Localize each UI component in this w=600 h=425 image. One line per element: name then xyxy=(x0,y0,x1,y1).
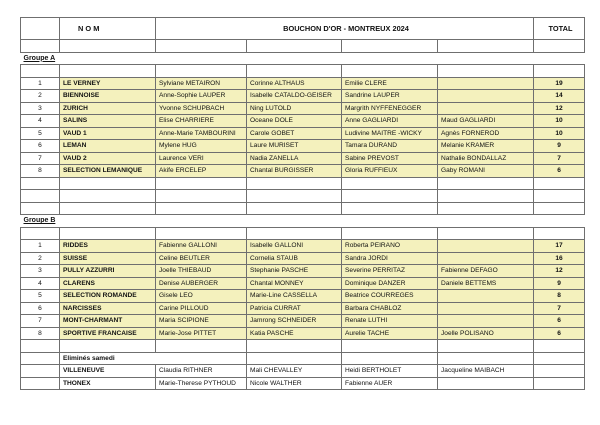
total-cell: 12 xyxy=(534,265,585,278)
player-name: Chantal BURGISSER xyxy=(247,165,342,178)
groupe-a-rows xyxy=(21,77,585,177)
player-name: Laurence VERI xyxy=(156,152,247,165)
player-name: Severine PERRITAZ xyxy=(342,265,438,278)
player-name: Anne GAGLIARDI xyxy=(342,115,438,128)
rank-cell: 5 xyxy=(21,127,60,140)
player-name: Marie-Jose PITTET xyxy=(156,327,247,340)
player-name: Renate LUTHI xyxy=(342,315,438,328)
player-name: Stephanie PASCHE xyxy=(247,265,342,278)
team-name: CLARENS xyxy=(60,277,156,290)
team-name: THONEX xyxy=(60,377,156,390)
total-cell: 7 xyxy=(534,152,585,165)
player-name: Heidi BERTHOLET xyxy=(342,365,438,378)
team-name: RIDDES xyxy=(60,240,156,253)
table-row xyxy=(21,252,585,265)
team-name: MONT-CHARMANT xyxy=(60,315,156,328)
rank-cell: 3 xyxy=(21,102,60,115)
team-name: SELECTION LEMANIQUE xyxy=(60,165,156,178)
player-name: Beatrice COURREGES xyxy=(342,290,438,303)
team-name: VAUD 2 xyxy=(60,152,156,165)
player-name: Agnès FORNEROD xyxy=(438,127,534,140)
team-name: BIENNOISE xyxy=(60,90,156,103)
team-name: NARCISSES xyxy=(60,302,156,315)
total-cell: 14 xyxy=(534,90,585,103)
total-header: TOTAL xyxy=(534,18,585,40)
total-cell: 6 xyxy=(534,165,585,178)
table-row xyxy=(21,140,585,153)
player-name: Margrith NYFFENEGGER xyxy=(342,102,438,115)
player-name: Nathalie BONDALLAZ xyxy=(438,152,534,165)
team-name: LE VERNEY xyxy=(60,77,156,90)
player-name: Claudia RITHNER xyxy=(156,365,247,378)
total-cell: 9 xyxy=(534,277,585,290)
table-row xyxy=(21,365,585,378)
page-title: BOUCHON D'OR - MONTREUX 2024 xyxy=(156,18,534,40)
player-name: Ludivine MAITRE -WICKY xyxy=(342,127,438,140)
spacer-row xyxy=(21,177,585,190)
team-name: VILLENEUVE xyxy=(60,365,156,378)
player-name: Cornelia STAUB xyxy=(247,252,342,265)
total-cell: 10 xyxy=(534,115,585,128)
elimines-heading xyxy=(21,352,585,365)
team-name: SELECTION ROMANDE xyxy=(60,290,156,303)
player-name: Mali CHEVALLEY xyxy=(247,365,342,378)
player-name: Nadia ZANELLA xyxy=(247,152,342,165)
player-name xyxy=(438,302,534,315)
player-name: Isabelle GALLONI xyxy=(247,240,342,253)
player-name xyxy=(438,90,534,103)
groupe-b-heading xyxy=(21,215,585,228)
rank-cell: 7 xyxy=(21,152,60,165)
spacer-row xyxy=(21,190,585,203)
spacer-row xyxy=(21,40,585,53)
team-name: PULLY AZZURRI xyxy=(60,265,156,278)
spacer-row xyxy=(21,227,585,240)
table-row xyxy=(21,165,585,178)
rank-cell: 8 xyxy=(21,327,60,340)
player-name: Marie-Line CASSELLA xyxy=(247,290,342,303)
table-row xyxy=(21,265,585,278)
total-cell: 19 xyxy=(534,77,585,90)
team-name: SALINS xyxy=(60,115,156,128)
player-name: Katia PASCHE xyxy=(247,327,342,340)
rank-cell: 3 xyxy=(21,265,60,278)
player-name: Akife ERCELEP xyxy=(156,165,247,178)
results-sheet xyxy=(20,17,584,417)
player-name: Mylene HUG xyxy=(156,140,247,153)
player-name: Sandra JORDI xyxy=(342,252,438,265)
player-name: Joelle THIEBAUD xyxy=(156,265,247,278)
groupe-b-rows xyxy=(21,240,585,340)
table-row xyxy=(21,152,585,165)
player-name: Sabine PREVOST xyxy=(342,152,438,165)
nom-header: N O M xyxy=(60,18,156,40)
spacer-row xyxy=(21,202,585,215)
table-row xyxy=(21,77,585,90)
player-name: Jamrong SCHNEIDER xyxy=(247,315,342,328)
total-cell: 16 xyxy=(534,252,585,265)
table-row xyxy=(21,290,585,303)
player-name: Maud GAGLIARDI xyxy=(438,115,534,128)
groupe-a-heading xyxy=(21,52,585,65)
table-row xyxy=(21,240,585,253)
player-name: Patricia CURRAT xyxy=(247,302,342,315)
player-name: Emilie CLERE xyxy=(342,77,438,90)
rank-cell xyxy=(21,365,60,378)
player-name: Carole GOBET xyxy=(247,127,342,140)
player-name: Celine BEUTLER xyxy=(156,252,247,265)
total-cell: 6 xyxy=(534,315,585,328)
table-row xyxy=(21,277,585,290)
team-name: VAUD 1 xyxy=(60,127,156,140)
total-cell: 17 xyxy=(534,240,585,253)
player-name: Barbara CHABLOZ xyxy=(342,302,438,315)
team-name: LEMAN xyxy=(60,140,156,153)
groupe-a-label: Groupe A xyxy=(21,52,156,65)
total-cell: 10 xyxy=(534,127,585,140)
rank-cell: 2 xyxy=(21,90,60,103)
total-cell: 12 xyxy=(534,102,585,115)
total-cell: 9 xyxy=(534,140,585,153)
table-row xyxy=(21,327,585,340)
player-name: Gloria RUFFIEUX xyxy=(342,165,438,178)
player-name: Melanie KRAMER xyxy=(438,140,534,153)
player-name xyxy=(438,77,534,90)
total-cell xyxy=(534,377,585,390)
player-name: Anne-Marie TAMBOURINI xyxy=(156,127,247,140)
player-name: Anne-Sophie LAUPER xyxy=(156,90,247,103)
player-name: Yvonne SCHUPBACH xyxy=(156,102,247,115)
player-name: Daniele BETTEMS xyxy=(438,277,534,290)
spacer-row xyxy=(21,340,585,353)
player-name: Joelle POLISANO xyxy=(438,327,534,340)
rank-cell: 4 xyxy=(21,115,60,128)
player-name xyxy=(438,102,534,115)
player-name xyxy=(438,252,534,265)
elimines-label: Eliminés samedi xyxy=(60,352,247,365)
total-cell: 6 xyxy=(534,327,585,340)
player-name: Oceane DOLE xyxy=(247,115,342,128)
player-name xyxy=(438,290,534,303)
player-name: Elise CHARRIERE xyxy=(156,115,247,128)
player-name xyxy=(438,315,534,328)
player-name: Ning LUTOLD xyxy=(247,102,342,115)
table-row xyxy=(21,115,585,128)
results-table xyxy=(20,17,585,390)
player-name xyxy=(438,377,534,390)
team-name: ZURICH xyxy=(60,102,156,115)
total-cell xyxy=(534,365,585,378)
player-name: Isabelle CATALDO-GEISER xyxy=(247,90,342,103)
rank-cell: 1 xyxy=(21,77,60,90)
player-name: Tamara DURAND xyxy=(342,140,438,153)
player-name: Gisele LEO xyxy=(156,290,247,303)
rank-cell: 7 xyxy=(21,315,60,328)
player-name: Laure MURISET xyxy=(247,140,342,153)
player-name: Jacqueline MAIBACH xyxy=(438,365,534,378)
player-name xyxy=(438,240,534,253)
elimines-rows xyxy=(21,365,585,390)
rank-cell: 6 xyxy=(21,140,60,153)
player-name: Denise AUBERGER xyxy=(156,277,247,290)
player-name: Maria SCIPIONE xyxy=(156,315,247,328)
team-name: SUISSE xyxy=(60,252,156,265)
player-name: Chantal MONNEY xyxy=(247,277,342,290)
player-name: Roberta PEIRANO xyxy=(342,240,438,253)
player-name: Aurelie TACHE xyxy=(342,327,438,340)
total-cell: 8 xyxy=(534,290,585,303)
table-row xyxy=(21,302,585,315)
rank-cell: 2 xyxy=(21,252,60,265)
table-row xyxy=(21,102,585,115)
table-row xyxy=(21,315,585,328)
rank-cell: 8 xyxy=(21,165,60,178)
player-name: Fabienne DEFAGO xyxy=(438,265,534,278)
table-row xyxy=(21,377,585,390)
rank-cell xyxy=(21,377,60,390)
player-name: Fabienne GALLONI xyxy=(156,240,247,253)
player-name: Sandrine LAUPER xyxy=(342,90,438,103)
rank-cell: 1 xyxy=(21,240,60,253)
header-row xyxy=(21,18,585,40)
groupe-b-label: Groupe B xyxy=(21,215,156,228)
rank-cell: 6 xyxy=(21,302,60,315)
player-name: Carine PILLOUD xyxy=(156,302,247,315)
rank-cell: 5 xyxy=(21,290,60,303)
total-cell: 7 xyxy=(534,302,585,315)
player-name: Nicole WALTHER xyxy=(247,377,342,390)
table-row xyxy=(21,90,585,103)
player-name: Marie-Therese PYTHOUD xyxy=(156,377,247,390)
rank-cell: 4 xyxy=(21,277,60,290)
spacer-row xyxy=(21,65,585,78)
player-name: Sylviane METAIRON xyxy=(156,77,247,90)
rank-header xyxy=(21,18,60,40)
player-name: Gaby ROMANI xyxy=(438,165,534,178)
player-name: Fabienne AUER xyxy=(342,377,438,390)
player-name: Corinne ALTHAUS xyxy=(247,77,342,90)
team-name: SPORTIVE FRANCAISE xyxy=(60,327,156,340)
player-name: Dominique DANZER xyxy=(342,277,438,290)
table-row xyxy=(21,127,585,140)
